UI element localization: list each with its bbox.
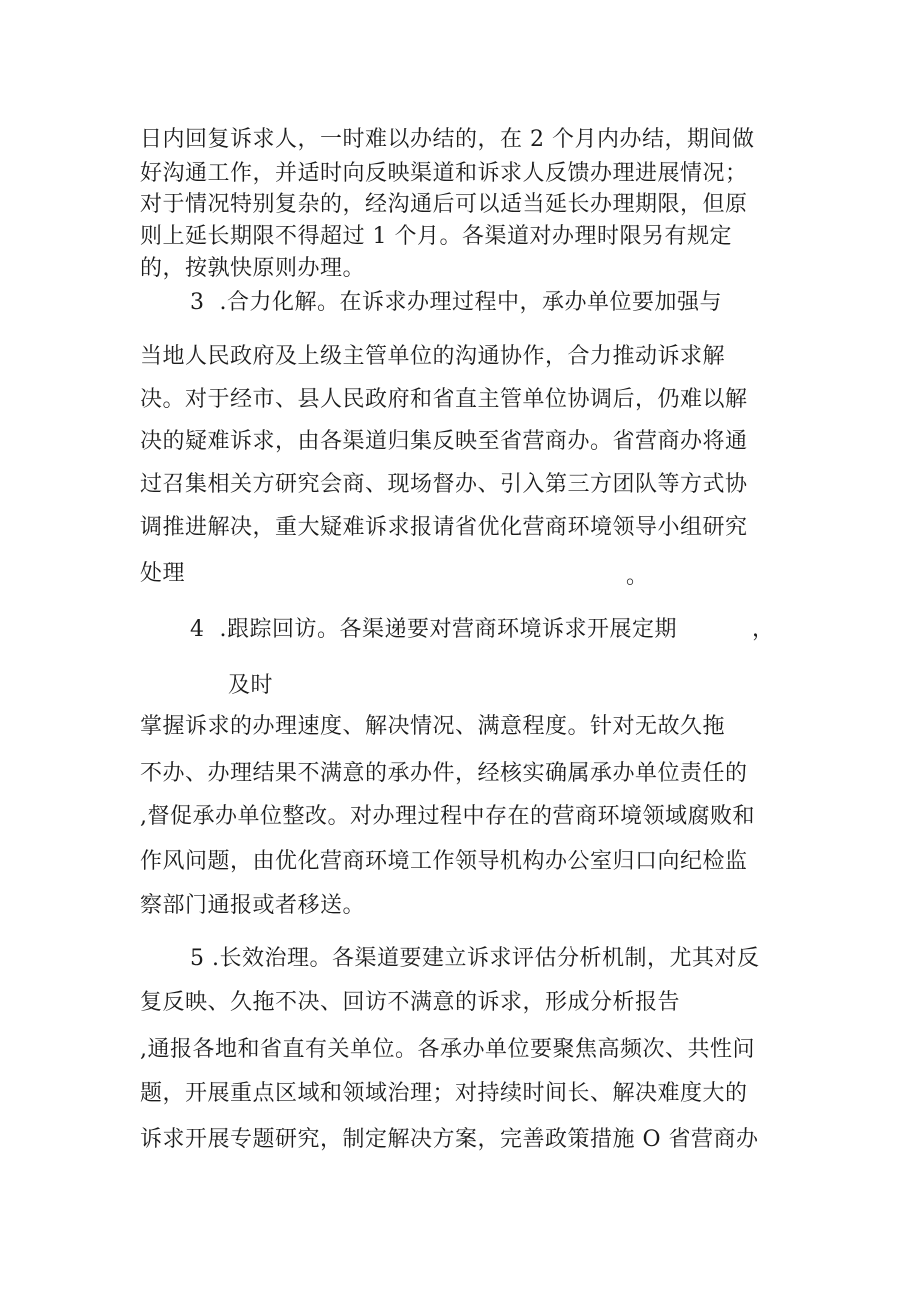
text-line: 作风问题，由优化营商环境工作领导机构办公室归口向纪检监 (140, 849, 748, 874)
text-line: 日内回复诉求人，一时难以办结的，在 2 个月内办结，期间做 (140, 127, 755, 152)
text-line: ,督促承办单位整改。对办理过程中存在的营商环境领域腐败和 (140, 804, 755, 829)
numbered-item-5: 5 .长效治理。各渠道要建立诉求评估分析机制，尤其对反 (190, 946, 760, 971)
text-line: 对于情况特别复杂的，经沟通后可以适当延长办理期限，但原 (140, 192, 748, 217)
text-line: 则上延长期限不得超过 1 个月。各渠道对办理时限另有规定 (140, 224, 732, 249)
text-line: 诉求开展专题研究，制定解决方案，完善政策措施 O 省营商办 (140, 1127, 759, 1152)
text-line: ,通报各地和省直有关单位。各承办单位要聚焦高频次、共性问 (140, 1037, 755, 1062)
text-line: 调推进解决，重大疑难诉求报请省优化营商环境领导小组研究 (140, 515, 748, 540)
numbered-item-3: 3 .合力化解。在诉求办理过程中，承办单位要加强与 (190, 290, 722, 315)
trailing-period: 。 (626, 564, 649, 589)
text-line: 过召集相关方研究会商、现场督办、引入第三方团队等方式协 (140, 472, 748, 497)
text-line: 复反映、久拖不决、回访不满意的诉求，形成分析报告 (140, 990, 681, 1015)
text-line: 掌握诉求的办理速度、解决情况、满意程度。针对无故久拖 (140, 714, 726, 739)
trailing-comma: ， (752, 617, 775, 642)
text-line: 处理 (140, 561, 186, 586)
numbered-item-4: 4 .跟踪回访。各渠递要对营商环境诉求开展定期 (190, 617, 677, 642)
text-line: 决的疑难诉求，由各渠道归集反映至省营商办。省营商办将通 (140, 429, 748, 454)
text-line: 当地人民政府及上级主管单位的沟通协作，合力推动诉求解 (140, 344, 726, 369)
text-line: 察部门通报或者移送。 (140, 893, 366, 918)
text-line: 不办、办理结果不满意的承办件，经核实确属承办单位责任的 (140, 761, 748, 786)
text-line: 的，按孰快原则办理。 (140, 256, 366, 281)
text-line: 决。对于经市、县人民政府和省直主管单位协调后，仍难以解 (140, 387, 748, 412)
text-line: 题，开展重点区域和领域治理；对持续时间长、解决难度大的 (140, 1081, 748, 1106)
text-line: 好沟通工作，并适时向反映渠道和诉求人反馈办理进展情况； (140, 161, 748, 186)
text-line: 及时 (228, 673, 274, 698)
